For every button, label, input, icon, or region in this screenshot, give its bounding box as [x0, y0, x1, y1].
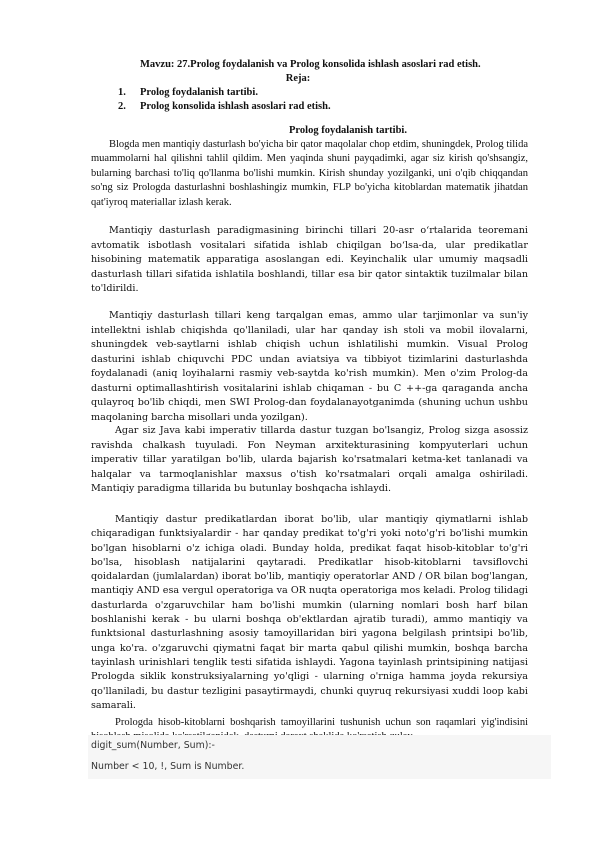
plan-item-number: 2. — [118, 101, 126, 113]
plan-heading: Reja: — [285, 73, 311, 84]
section-title: Prolog foydalanish tartibi. — [289, 125, 407, 136]
plan-list — [118, 86, 331, 115]
paragraph: Agar siz Java kabi imperativ tillarda dastur tuzgan bo'lsangiz, Prolog sizga asossiz ravishda chalkash tuyuladi. Fon Neyman arxitekturasining kompyuterlari uchun imperativ tillar yaratilgan bo'lib, ularda bajarish ko'rsatmalari ketma-ket tanlanadi va halqalar va tarmoqlanishlar maxsus o'tish ko'rsatmalari orqali amalga oshiriladi. Mantiqiy paradigma tillarida bu butunlay boshqacha ishlaydi. — [91, 425, 528, 494]
paragraph: Blogda men mantiqiy dasturlash bo'yicha bir qator maqolalar chop etdim, shuningdek, Prolog tilida muammolarni hal qilishni tahlil qildim. Men yaqinda shuni payqadimki, agar siz kirish qo'shsangiz, bularning barchasi to'liq qo'llanma bo'lishi mumkin. Kirish shunday yozilganki, uni o'qib chiqqandan so'ng siz Prologda dasturlashni boshlashingiz mumkin, FLP bo'yicha kitoblardan matematik jihatdan qat'iyroq materiallar izlash kerak. — [91, 139, 528, 208]
code-block — [88, 735, 551, 779]
plan-item — [118, 100, 331, 114]
paragraph: Mantiqiy dasturlash paradigmasining birinchi tillari 20-asr o‘rtalarida teoremani avtomatik isbotlash vositalari sifatida ishlab chiqilgan bo‘lsa-da, ular predikatlar hisobining matematik apparatiga asoslangan edi. Keyinchalik ular umumiy maqsadli dasturlash tillari sifatida ishlatila boshlandi, tillar esa bir qator sintaktik tuzilmalar bilan to'ldirildi. — [91, 225, 528, 294]
plan-item-text: Prolog foydalanish tartibi. — [140, 87, 258, 98]
code-line: digit_sum(Number, Sum):- — [91, 740, 215, 751]
paragraph: Mantiqiy dastur predikatlardan iborat bo'lib, ular mantiqiy qiymatlarni ishlab chiqaradigan funktsiyalardir - har qanday predikat to'g'ri yoki noto'g'ri bo'lishi mumkin bo'lgan hisoblarni o'z ichiga oladi. Bunday holda, predikat faqat hisob-kitoblar to'g'ri bo'lsa, hisoblash natijalarini qaytaradi. Predikatlar hisob-kitoblarni tavsiflovchi qoidalardan (jumlalardan) iborat bo'lib, mantiqiy operatorlar AND / OR bilan bog'langan, mantiqiy AND esa vergul operatoriga va OR nuqta operatoriga mos keladi. Prolog tilidagi dasturlarda o'zgaruvchilar ham bo'lishi mumkin (ularning nomlari bosh harf bilan boshlanishi kerak - bu ularni boshqa ob'ektlardan ajratib turadi), ammo mantiqiy va funktsional dasturlashning asosiy tamoyillaridan biri yagona belgilash printsipi bo'lib, unga ko'ra. o'zgaruvchi qiymatni faqat bir marta qabul qilishi mumkin, boshqa barcha tayinlash urinishlari tenglik testi sifatida ishlaydi. Yagona tayinlash printsipining natijasi Prologda siklik konstruksiyalarning yo'qligi - ularning o'rniga hamma joyda rekursiya qo'llaniladi, bu dastur tezligini pasaytirmaydi, chunki quyruq rekursiyasi xuddi loop kabi samarali. — [91, 514, 528, 711]
plan-item-text: Prolog konsolida ishlash asoslari rad etish. — [140, 101, 331, 113]
topic-title: Mavzu: 27.Prolog foydalanish va Prolog konsolida ishlash asoslari rad etish. — [140, 59, 481, 70]
code-line: Number < 10, !, Sum is Number. — [91, 761, 245, 772]
plan-item — [118, 86, 331, 100]
paragraph: Mantiqiy dasturlash tillari keng tarqalgan emas, ammo ular tarjimonlar va sun'iy intellektni ishlab chiqishda qo'llaniladi, ular har qanday ish stoli va mobil ilovalarni, shuningdek veb-saytlarni ishlab chiqish uchun ishlatilishi mumkin. Visual Prolog dasturini ishlab chiquvchi PDC undan aviatsiya va tibbiyot tizimlarini dasturlashda foydalanadi (aniq loyihalarni rasmiy veb-saytda ko'rish mumkin). Men o'zim Prolog-da dasturni optimallashtirish vositalarini ishlab chiqaman - bu C ++-ga qaraganda ancha qulayroq bo'lib chiqdi, men SWI Prolog-dan foydalanayotganimda (shuning uchun ushbu maqolaning barcha misollari unda yozilgan). — [91, 310, 528, 423]
paragraph: Prologda hisob-kitoblarni boshqarish tamoyillarini tushunish uchun son raqamlari yig'indisini — [115, 717, 528, 728]
plan-item-number: 1. — [118, 87, 126, 98]
